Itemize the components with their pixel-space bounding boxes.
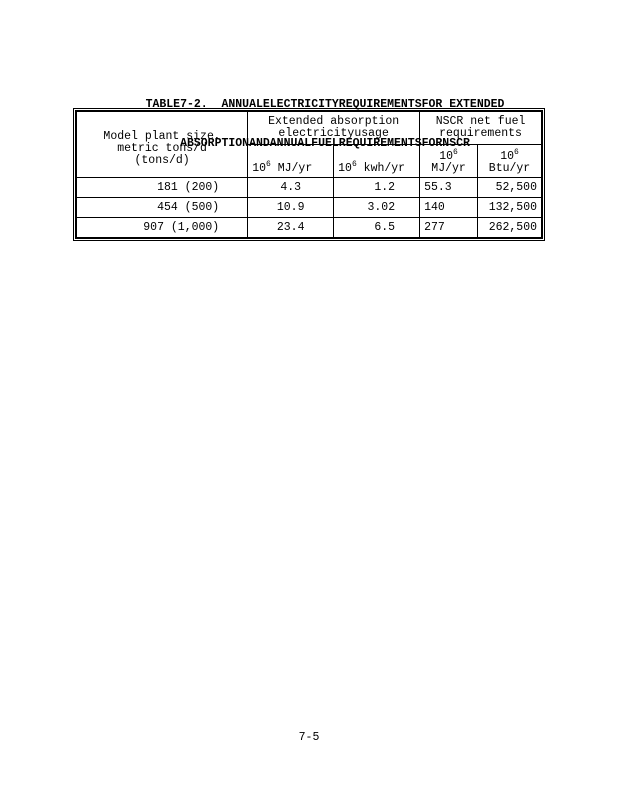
page-number: 7-5 xyxy=(298,731,320,744)
cell-kwh: 1.2 xyxy=(334,178,420,198)
stub-header: Model plant size, metric tons/d (tons/d) xyxy=(77,112,248,178)
subheader-kwh-yr: $10^6$ kwh/yr xyxy=(334,145,420,178)
cell-btu: 52,500 xyxy=(478,178,542,198)
requirements-table xyxy=(76,111,542,238)
cell-kwh: 3.02 xyxy=(334,198,420,218)
caption-line-2: ABSORPTIONANDANNUALFUELREQUIREMENTSFORNSCR xyxy=(180,137,470,150)
group-header-nscr: NSCR net fuel requirements xyxy=(420,112,542,145)
data-table-frame xyxy=(73,108,545,241)
table-row xyxy=(77,178,542,198)
cell-size: 907 (1,000) xyxy=(77,218,248,238)
cell-nscr-mj: 55.3 xyxy=(420,178,478,198)
caption-line-1: TABLE7-2. ANNUALELECTRICITYREQUIREMENTSFOR EXTENDED xyxy=(145,98,505,111)
cell-mj: 23.4 xyxy=(248,218,334,238)
cell-size: 454 (500) xyxy=(77,198,248,218)
cell-mj: 10.9 xyxy=(248,198,334,218)
subheader-mj-yr: $10^6$ MJ/yr xyxy=(248,145,334,178)
cell-mj: 4.3 xyxy=(248,178,334,198)
cell-nscr-mj: 140 xyxy=(420,198,478,218)
cell-size: 181 (200) xyxy=(77,178,248,198)
table-row xyxy=(77,198,542,218)
cell-kwh: 6.5 xyxy=(334,218,420,238)
cell-btu: 262,500 xyxy=(478,218,542,238)
group-header-extended-absorption: Extended absorption electricityusage xyxy=(248,112,420,145)
subheader-btu-yr: $10^6$ Btu/yr xyxy=(478,145,542,178)
cell-nscr-mj: 277 xyxy=(420,218,478,238)
table-row xyxy=(77,218,542,238)
cell-btu: 132,500 xyxy=(478,198,542,218)
subheader-nscr-mj-yr: $10^6$ MJ/yr xyxy=(420,145,478,178)
